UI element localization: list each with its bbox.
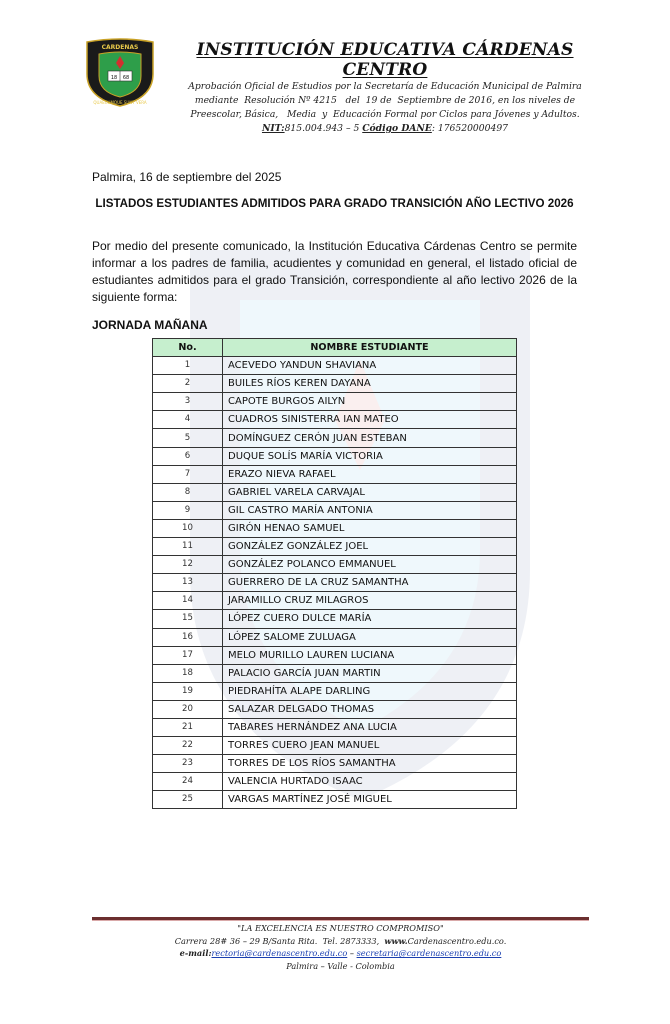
logo-year-right: 68 [122, 75, 130, 81]
table-row [153, 791, 517, 809]
approval-line-2: mediante Resolución Nº 4215 del 19 de Septiembre de 2016, en los niveles de [194, 95, 576, 106]
student-number: 14 [153, 592, 223, 610]
student-number: 19 [153, 682, 223, 700]
student-name: GABRIEL VARELA CARVAJAL [223, 483, 517, 501]
student-number: 1 [153, 357, 223, 375]
table-row [153, 465, 517, 483]
student-number: 23 [153, 755, 223, 773]
table-row [153, 773, 517, 791]
table-row [153, 592, 517, 610]
nit-value: 815.004.943 – 5 [284, 123, 360, 134]
student-number: 11 [153, 538, 223, 556]
institution-name: INSTITUCIÓN EDUCATIVA CÁRDENAS CENTRO [196, 40, 574, 80]
table-row [153, 610, 517, 628]
student-name: VARGAS MARTÍNEZ JOSÉ MIGUEL [223, 791, 517, 809]
logo-text-top: CARDENAS [101, 44, 139, 51]
student-name: LÓPEZ SALOME ZULUAGA [223, 628, 517, 646]
student-number: 15 [153, 610, 223, 628]
student-name: TORRES CUERO JEAN MANUEL [223, 737, 517, 755]
student-number: 22 [153, 737, 223, 755]
footer-email-secretaria[interactable]: secretaria@cardenascentro.edu.co [356, 948, 502, 959]
footer-address-line [92, 935, 589, 948]
table-body [153, 357, 517, 809]
document-title: LISTADOS ESTUDIANTES ADMITIDOS PARA GRADO TRANSICIÓN AÑO LECTIVO 2026 [95, 197, 574, 210]
student-number: 13 [153, 574, 223, 592]
table-row [153, 682, 517, 700]
student-number: 5 [153, 429, 223, 447]
footer-address: Carrera 28# 36 – 29 B/Santa Rita. Tel. 2873333, [174, 935, 385, 946]
table-row [153, 628, 517, 646]
student-number: 17 [153, 646, 223, 664]
table-row [153, 357, 517, 375]
footer-www-label: www. [384, 935, 408, 946]
table-row [153, 519, 517, 537]
student-name: GIRÓN HENAO SAMUEL [223, 519, 517, 537]
document-date: Palmira, 16 de septiembre del 2025 [92, 170, 282, 184]
footer-location: Palmira – Valle - Colombia [286, 960, 395, 971]
document-body: Por medio del presente comunicado, la Institución Educativa Cárdenas Centro se permite informar a los padres de familia, acudientes y comunidad en general, el listado oficial de estudiantes admitidos para el grado Transición, correspondiente al año lectivo 2026 de la siguiente forma: [92, 239, 577, 304]
column-header-number: No. [153, 339, 223, 357]
student-name: BUILES RÍOS KEREN DAYANA [223, 375, 517, 393]
logo-text-bottom: QUAECUMQUE SUNT VERA [93, 100, 147, 105]
student-name: SALAZAR DELGADO THOMAS [223, 700, 517, 718]
table-row [153, 538, 517, 556]
student-name: TABARES HERNÁNDEZ ANA LUCIA [223, 718, 517, 736]
table-row [153, 447, 517, 465]
table-row [153, 718, 517, 736]
student-name: CUADROS SINISTERRA IAN MATEO [223, 411, 517, 429]
student-number: 8 [153, 483, 223, 501]
approval-line-3: Preescolar, Básica, Media y Educación Formal por Ciclos para Jóvenes y Adultos. [190, 109, 580, 120]
nit-dane-line [160, 122, 610, 136]
student-number: 9 [153, 501, 223, 519]
footer-website[interactable]: Cardenascentro.edu.co. [407, 935, 507, 946]
student-name: PALACIO GARCÍA JUAN MARTIN [223, 664, 517, 682]
table-row [153, 664, 517, 682]
approval-line-1: Aprobación Oficial de Estudios por la Secretaría de Educación Municipal de Palmira [188, 81, 582, 92]
table-row [153, 483, 517, 501]
students-table [152, 338, 517, 809]
table-row [153, 574, 517, 592]
student-name: PIEDRAHÍTA ALAPE DARLING [223, 682, 517, 700]
institution-logo [84, 38, 156, 108]
student-name: LÓPEZ CUERO DULCE MARÍA [223, 610, 517, 628]
footer [92, 922, 589, 972]
footer-divider [92, 917, 589, 921]
student-name: GONZÁLEZ GONZÁLEZ JOEL [223, 538, 517, 556]
table-row [153, 646, 517, 664]
student-name: GIL CASTRO MARÍA ANTONIA [223, 501, 517, 519]
dane-label: Código DANE [362, 123, 432, 134]
table-row [153, 755, 517, 773]
footer-email-line [92, 947, 589, 960]
student-number: 4 [153, 411, 223, 429]
table-row [153, 700, 517, 718]
section-heading: JORNADA MAÑANA [92, 318, 208, 332]
student-number: 2 [153, 375, 223, 393]
logo-year-left: 18 [110, 75, 118, 81]
student-name: CAPOTE BURGOS AILYN [223, 393, 517, 411]
student-number: 25 [153, 791, 223, 809]
table-header-row [153, 339, 517, 357]
table-row [153, 501, 517, 519]
student-number: 3 [153, 393, 223, 411]
student-number: 7 [153, 465, 223, 483]
student-name: TORRES DE LOS RÍOS SAMANTHA [223, 755, 517, 773]
student-name: ACEVEDO YANDUN SHAVIANA [223, 357, 517, 375]
footer-motto: "LA EXCELENCIA ES NUESTRO COMPROMISO" [237, 923, 444, 933]
student-number: 10 [153, 519, 223, 537]
dane-value: : 176520000497 [431, 123, 509, 134]
student-name: MELO MURILLO LAUREN LUCIANA [223, 646, 517, 664]
student-name: GUERRERO DE LA CRUZ SAMANTHA [223, 574, 517, 592]
table-row [153, 737, 517, 755]
student-name: DUQUE SOLÍS MARÍA VICTORIA [223, 447, 517, 465]
student-name: JARAMILLO CRUZ MILAGROS [223, 592, 517, 610]
student-number: 12 [153, 556, 223, 574]
student-name: DOMÍNGUEZ CERÓN JUAN ESTEBAN [223, 429, 517, 447]
footer-email-rectoria[interactable]: rectoria@cardenascentro.edu.co [211, 948, 348, 959]
student-number: 21 [153, 718, 223, 736]
student-number: 18 [153, 664, 223, 682]
student-name: GONZÁLEZ POLANCO EMMANUEL [223, 556, 517, 574]
letterhead [160, 40, 610, 136]
column-header-name: NOMBRE ESTUDIANTE [223, 339, 517, 357]
student-number: 6 [153, 447, 223, 465]
table-row [153, 556, 517, 574]
table-row [153, 411, 517, 429]
table-row [153, 393, 517, 411]
footer-email-separator: – [347, 948, 357, 959]
nit-label: NIT: [261, 123, 285, 134]
table-row [153, 375, 517, 393]
table-row [153, 429, 517, 447]
student-number: 20 [153, 700, 223, 718]
footer-email-label: e-mail: [179, 948, 212, 959]
student-number: 16 [153, 628, 223, 646]
student-name: VALENCIA HURTADO ISAAC [223, 773, 517, 791]
student-number: 24 [153, 773, 223, 791]
student-name: ERAZO NIEVA RAFAEL [223, 465, 517, 483]
